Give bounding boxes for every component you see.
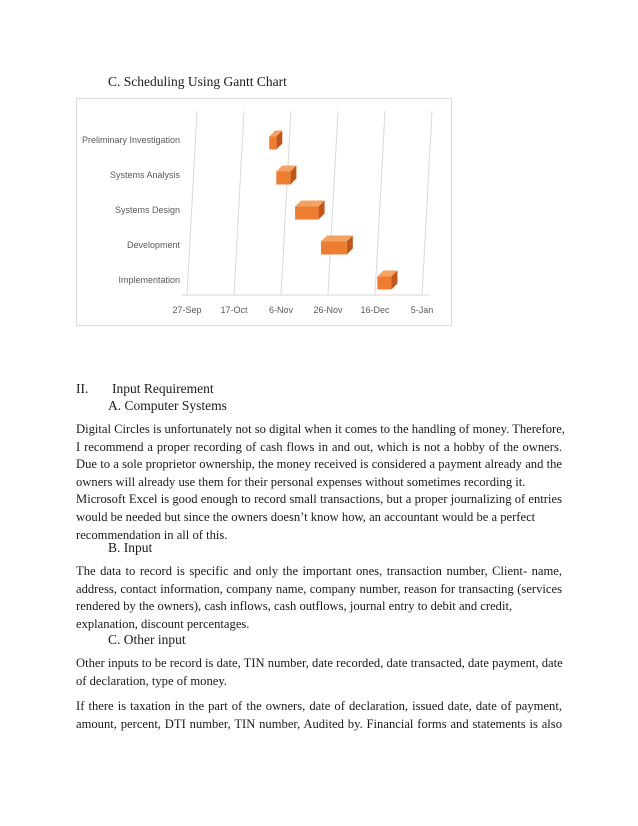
gridline [375, 111, 385, 295]
y-category-label: Development [126, 240, 180, 250]
gantt-chart [76, 98, 452, 326]
text-line: rendered by the owners), cash inflows, cash outflows, journal entry to debit and credit, [76, 599, 513, 614]
x-tick-label: 6-Nov [268, 305, 294, 315]
gantt-bar [269, 131, 282, 150]
text-line: would be needed but since the owners doesn’t know how, an accountant would be a perfect [76, 509, 536, 524]
text-line: of declaration, type of money. [76, 673, 227, 688]
x-tick-label: 26-Nov [313, 305, 343, 315]
gridline [422, 111, 432, 295]
gantt-bar [377, 271, 397, 290]
section-ii-numeral: II. [76, 381, 89, 396]
text-line: Other inputs to be record is date, TIN number, date recorded, date transacted, date payment, date [76, 656, 563, 670]
y-category-label: Preliminary Investigation [81, 135, 180, 145]
gantt-bar [295, 201, 325, 220]
text-line: Microsoft Excel is good enough to record small transactions, but a proper journalizing of entries [76, 492, 562, 507]
paragraph-input [76, 563, 562, 633]
y-category-label: Systems Analysis [109, 170, 180, 180]
subsection-b-heading: B. Input [108, 540, 153, 555]
text-line: explanation, discount percentages. [76, 616, 250, 631]
paragraph-taxation [76, 698, 562, 733]
text-line: Digital Circles is unfortunately not so digital when it comes to the handling of money. Therefore, [76, 422, 565, 436]
gantt-bar [321, 236, 353, 255]
section-ii-title: Input Requirement [112, 381, 214, 396]
text-line: amount, percent, DTI number, TIN number, Audited by. Financial forms and statements is also [76, 716, 562, 731]
subsection-a-heading: A. Computer Systems [108, 398, 227, 413]
text-line: Due to a sole proprietor ownership, the money received is considered a payment already and the [76, 457, 562, 472]
text-line: recommendation in all of this. [76, 527, 228, 542]
subsection-c-heading: C. Other input [108, 632, 186, 647]
gridline [187, 111, 197, 295]
text-line: If there is taxation in the part of the owners, date of declaration, issued date, date of payment, [76, 699, 562, 713]
text-line: owners will already use them for their personal expenses without sometimes recording it. [76, 474, 526, 489]
gridline [234, 111, 244, 295]
x-tick-label: 16-Dec [360, 305, 390, 315]
gridline [281, 111, 291, 295]
gantt-chart-svg [77, 99, 451, 325]
x-tick-label: 27-Sep [172, 305, 202, 315]
gantt-bar [276, 166, 296, 185]
y-category-label: Systems Design [114, 205, 180, 215]
x-tick-label: 17-Oct [220, 305, 248, 315]
text-line: I recommend a proper recording of cash flows in and out, which is not a hobby of the owners. [76, 439, 562, 454]
text-line: address, contact information, company name, company number, reason for transacting (services [76, 581, 562, 596]
y-category-label: Implementation [118, 275, 180, 285]
x-tick-label: 5-Jan [410, 305, 434, 315]
paragraph-computer-systems [76, 421, 565, 544]
text-line: The data to record is specific and only the important ones, transaction number, Client- name, [76, 564, 562, 578]
gridline [328, 111, 338, 295]
section-c-heading: C. Scheduling Using Gantt Chart [108, 74, 287, 89]
paragraph-other-input [76, 655, 562, 690]
